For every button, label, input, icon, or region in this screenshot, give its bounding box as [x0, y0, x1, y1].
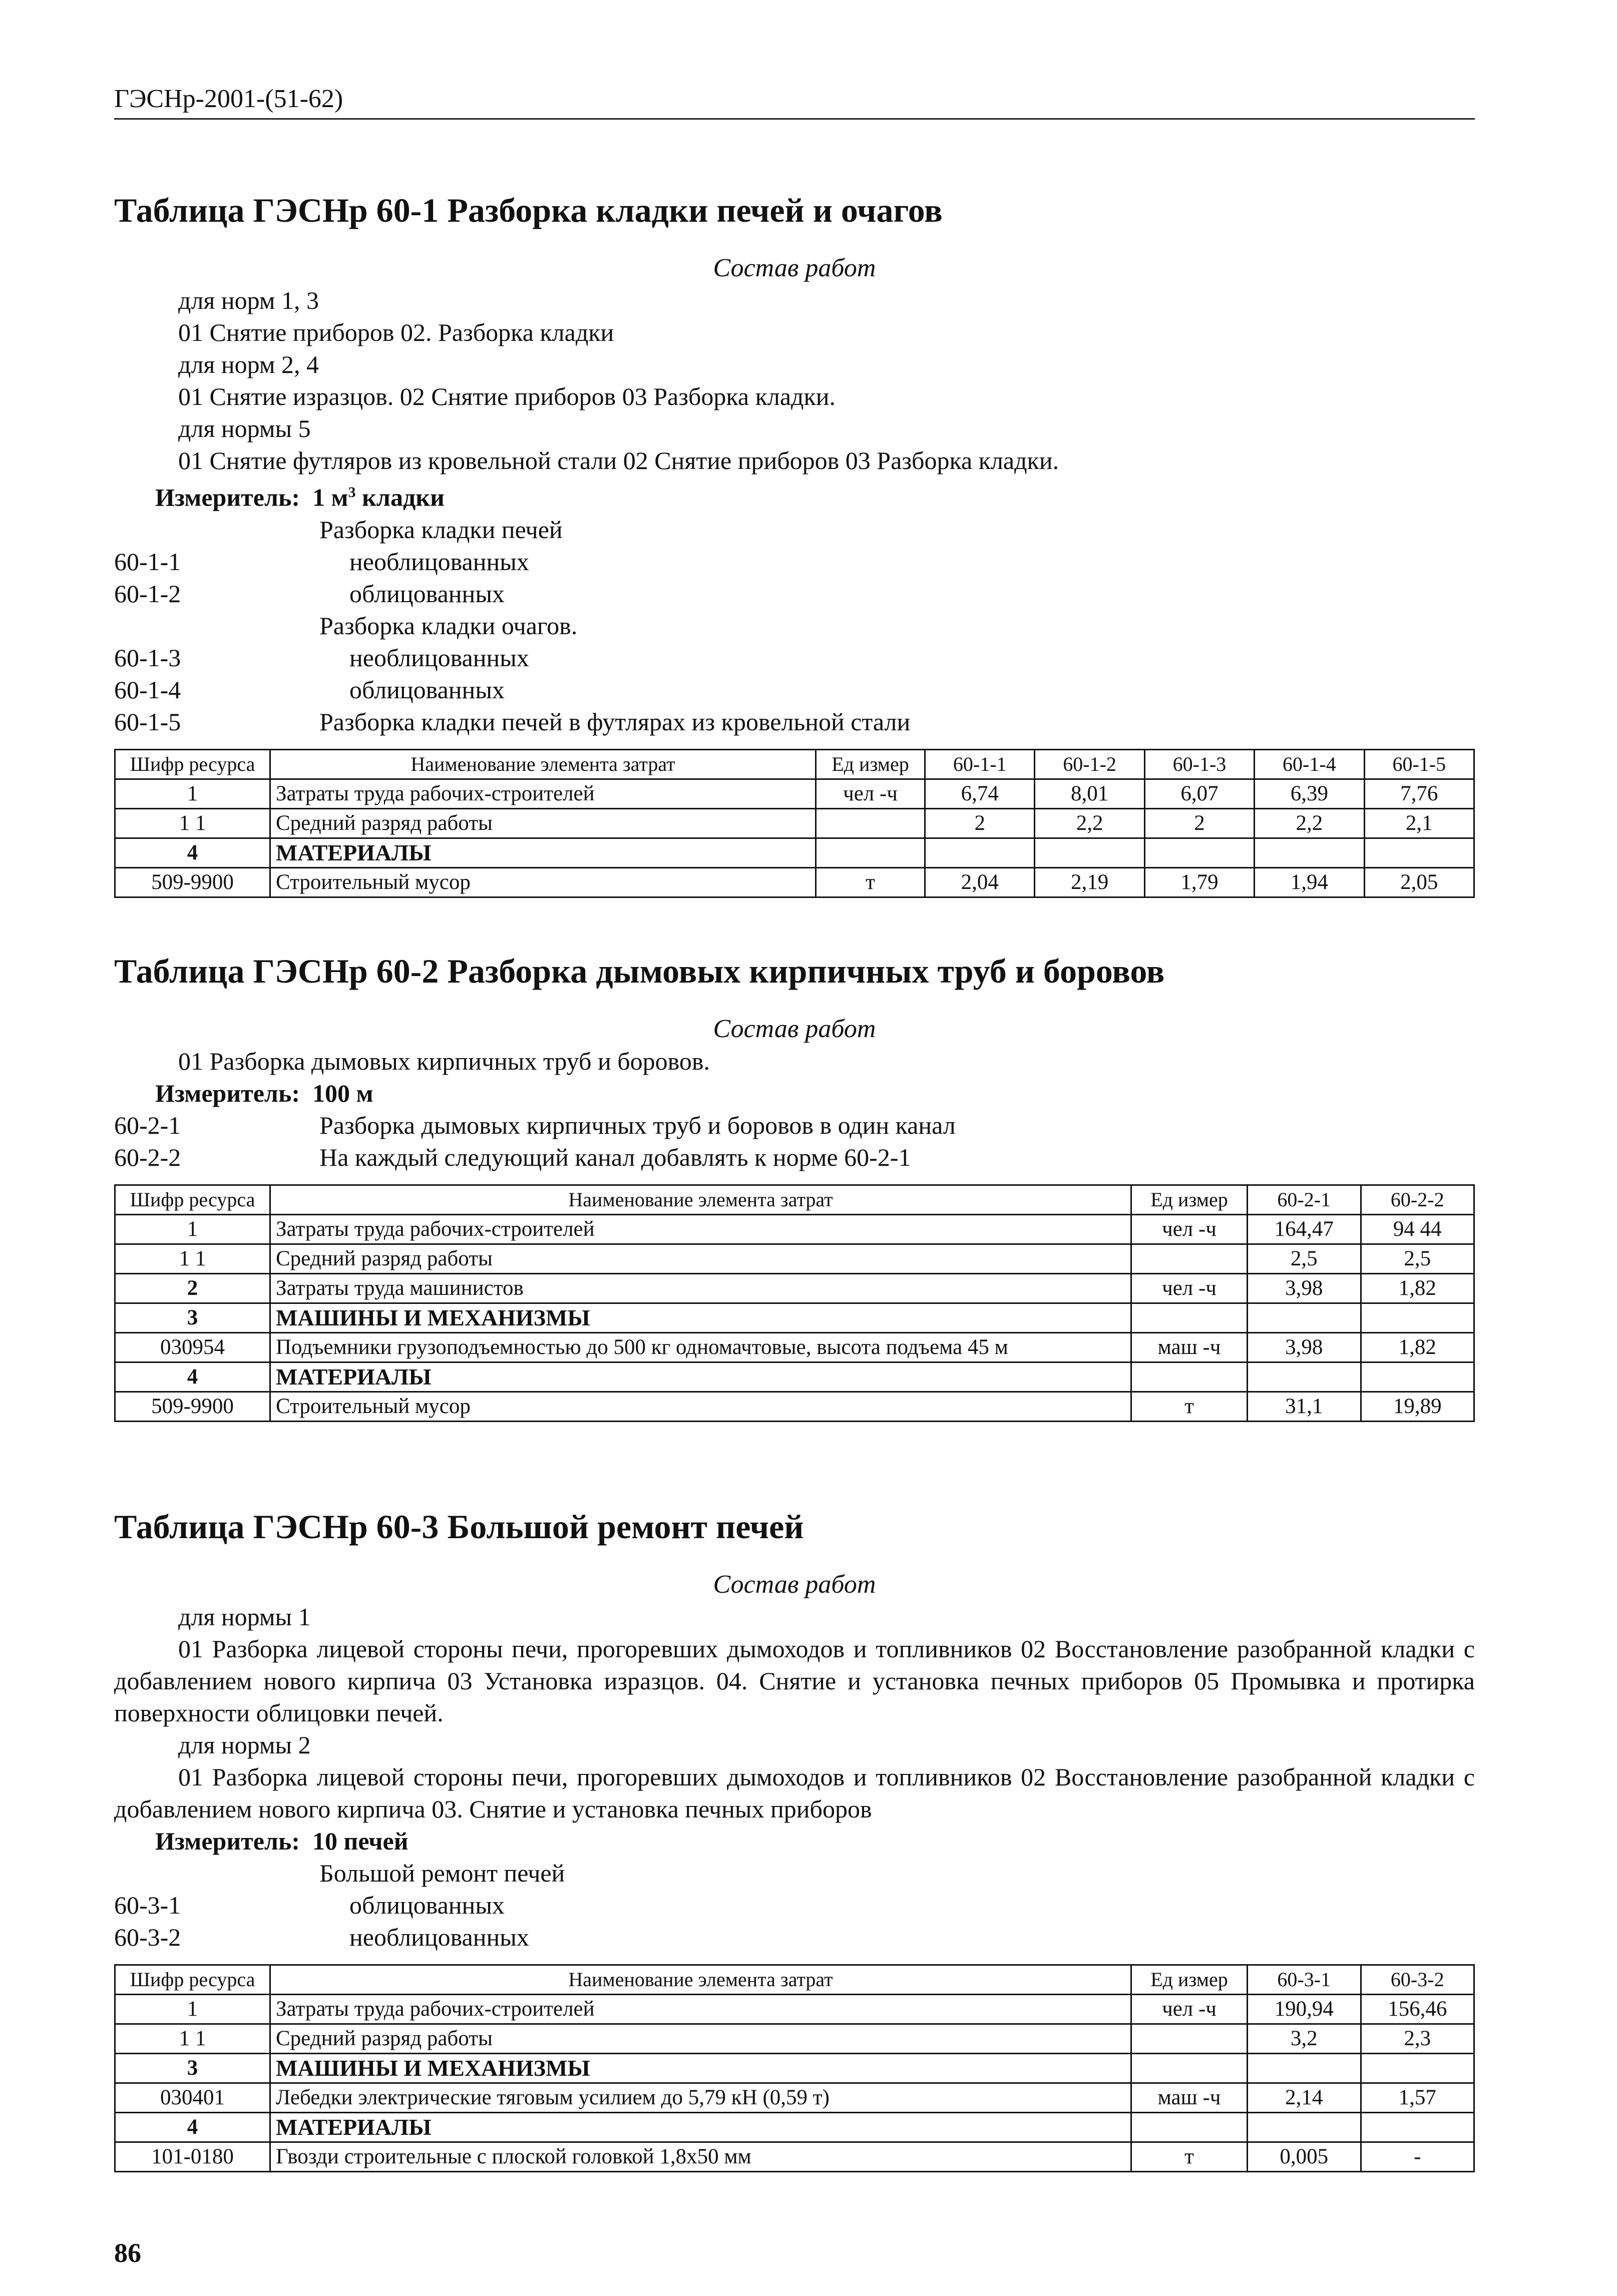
work-line: для нормы 2 — [178, 1731, 311, 1759]
cell-name: МАТЕРИАЛЫ — [270, 1362, 1131, 1392]
cell-value: 2 — [1144, 808, 1254, 838]
cell-name: Средний разряд работы — [270, 1244, 1131, 1274]
sostav-label: Состав работ — [713, 1570, 876, 1599]
col-header: 60-1-2 — [1035, 749, 1144, 779]
cell-name: Затраты труда рабочих-строителей — [270, 1215, 1131, 1244]
norm-name: облицованных — [349, 579, 505, 608]
norm-code — [114, 514, 319, 546]
work-line: 01 Снятие приборов 02. Разборка кладки — [178, 318, 614, 346]
cell-value — [1255, 838, 1364, 867]
cell-unit: чел -ч — [1131, 1215, 1248, 1244]
norm-code: 60-1-2 — [114, 579, 181, 608]
norm-code — [114, 610, 319, 642]
cell-code: 2 — [115, 1274, 270, 1303]
cell-unit — [1131, 2054, 1248, 2083]
cell-code: 1 1 — [115, 2024, 270, 2054]
cell-value: 2 — [925, 808, 1035, 838]
cell-name: МАШИНЫ И МЕХАНИЗМЫ — [270, 2054, 1131, 2083]
cell-unit: маш -ч — [1131, 2083, 1248, 2113]
table-row — [115, 2054, 1474, 2083]
table-row — [115, 2113, 1474, 2142]
cell-code: 1 — [115, 779, 270, 808]
cell-name: МАШИНЫ И МЕХАНИЗМЫ — [270, 1303, 1131, 1333]
measure-label: Измеритель: — [155, 483, 300, 512]
cell-value — [1364, 838, 1474, 867]
norm-row — [114, 1889, 1475, 1921]
cell-value: 2,04 — [925, 867, 1035, 897]
sostav-label: Состав работ — [713, 254, 876, 282]
cell-code: 030401 — [115, 2083, 270, 2113]
measure-line — [114, 477, 1475, 514]
cell-value: 2,14 — [1248, 2083, 1361, 2113]
cell-value: 2,5 — [1361, 1244, 1474, 1274]
cell-value: 2,19 — [1035, 867, 1144, 897]
norm-name: необлицованных — [349, 643, 529, 672]
work-line: для норм 2, 4 — [178, 350, 319, 378]
table-title: Таблица ГЭСНр 60-1 Разборка кладки печей и очагов — [114, 191, 943, 229]
table-row — [115, 1362, 1474, 1392]
document-page — [114, 0, 1475, 2296]
norm-row — [114, 642, 1475, 674]
cell-value: 8,01 — [1035, 779, 1144, 808]
resource-table — [114, 1184, 1475, 1422]
cell-name: Затраты труда рабочих-строителей — [270, 1995, 1131, 2024]
col-header: 60-2-1 — [1248, 1185, 1361, 1215]
cell-unit: чел -ч — [816, 779, 925, 808]
work-line: 01 Снятие футляров из кровельной стали 02 Снятие приборов 03 Разборка кладки. — [178, 446, 1059, 475]
cell-value — [1361, 1303, 1474, 1333]
table-header-row — [115, 749, 1474, 779]
col-header: 60-1-1 — [925, 749, 1035, 779]
measure-value: 100 м — [312, 1079, 373, 1107]
work-line: 01 Снятие изразцов. 02 Снятие приборов 03 Разборка кладки. — [178, 382, 836, 410]
norm-row — [114, 1921, 1475, 1953]
cell-code: 030954 — [115, 1333, 270, 1362]
norm-code: 60-1-1 — [114, 547, 181, 576]
page-header: ГЭСНр-2001-(51-62) — [114, 84, 1475, 120]
sostav-label: Состав работ — [713, 1015, 876, 1043]
work-line: для нормы 5 — [178, 414, 311, 442]
cell-code: 1 1 — [115, 808, 270, 838]
cell-value: 6,74 — [925, 779, 1035, 808]
cell-value: 2,1 — [1364, 808, 1474, 838]
cell-value: 3,2 — [1248, 2024, 1361, 2054]
cell-name: Средний разряд работы — [270, 808, 816, 838]
page-number: 86 — [114, 2238, 141, 2268]
col-header: 60-1-5 — [1364, 749, 1474, 779]
col-header: Наименование элемента затрат — [270, 1185, 1131, 1215]
cell-code: 4 — [115, 1362, 270, 1392]
resource-table — [114, 1964, 1475, 2172]
cell-unit: чел -ч — [1131, 1995, 1248, 2024]
norm-row — [114, 674, 1475, 706]
col-header: 60-2-2 — [1361, 1185, 1474, 1215]
col-header: Ед измер — [1131, 1185, 1248, 1215]
cell-unit — [1131, 2024, 1248, 2054]
cell-value: 31,1 — [1248, 1392, 1361, 1422]
cell-code: 3 — [115, 1303, 270, 1333]
work-line: для норм 1, 3 — [178, 286, 319, 314]
cell-value: 6,39 — [1255, 779, 1364, 808]
section-60-1 — [114, 190, 1475, 898]
norm-code: 60-2-2 — [114, 1143, 181, 1171]
cell-value: 1,82 — [1361, 1274, 1474, 1303]
cell-value: 94 44 — [1361, 1215, 1474, 1244]
cell-code: 509-9900 — [115, 867, 270, 897]
col-header: 60-1-3 — [1144, 749, 1254, 779]
cell-value: 3,98 — [1248, 1274, 1361, 1303]
col-header: Шифр ресурса — [115, 1965, 270, 1995]
norm-code: 60-1-4 — [114, 675, 181, 704]
table-row — [115, 1274, 1474, 1303]
cell-value — [925, 838, 1035, 867]
cell-code: 509-9900 — [115, 1392, 270, 1422]
col-header: 60-3-1 — [1248, 1965, 1361, 1995]
table-header-row — [115, 1185, 1474, 1215]
cell-name: Строительный мусор — [270, 1392, 1131, 1422]
norm-name: облицованных — [349, 1891, 505, 1919]
cell-unit: т — [816, 867, 925, 897]
table-row — [115, 867, 1474, 897]
col-header: Наименование элемента затрат — [270, 1965, 1131, 1995]
norm-name: облицованных — [349, 675, 505, 704]
cell-value: 190,94 — [1248, 1995, 1361, 2024]
norm-row — [114, 578, 1475, 610]
section-60-3 — [114, 1507, 1475, 2172]
cell-code: 101-0180 — [115, 2142, 270, 2172]
cell-value: 1,57 — [1361, 2083, 1474, 2113]
section-60-2 — [114, 951, 1475, 1422]
norm-code: 60-2-1 — [114, 1111, 181, 1139]
cell-value: - — [1361, 2142, 1474, 2172]
cell-unit — [1131, 1362, 1248, 1392]
norm-name: На каждый следующий канал добавлять к норме 60-2-1 — [319, 1143, 911, 1171]
measure-suffix: кладки — [355, 483, 445, 512]
cell-value — [1144, 838, 1254, 867]
measure-value: 1 м — [312, 483, 348, 512]
cell-unit — [816, 808, 925, 838]
cell-value — [1361, 2054, 1474, 2083]
norm-name: необлицованных — [349, 1923, 529, 1951]
col-header: 60-3-2 — [1361, 1965, 1474, 1995]
cell-unit — [816, 838, 925, 867]
table-title: Таблица ГЭСНр 60-3 Большой ремонт печей — [114, 1508, 804, 1546]
table-title: Таблица ГЭСНр 60-2 Разборка дымовых кирпичных труб и боровов — [114, 952, 1165, 990]
cell-code: 3 — [115, 2054, 270, 2083]
work-paragraph: 01 Разборка лицевой стороны печи, прогоревших дымоходов и топливников 02 Восстановление разобранной кладки с добавлением нового кирпича 03 Установка изразцов. 04. Снятие и установка печных приборов 05 Промывка и протирка поверхности облицовки печей. — [114, 1635, 1475, 1727]
table-row — [115, 2024, 1474, 2054]
norm-row — [114, 1857, 1475, 1889]
table-header-row — [115, 1965, 1474, 1995]
resource-table — [114, 749, 1475, 898]
cell-name: Лебедки электрические тяговым усилием до 5,79 кН (0,59 т) — [270, 2083, 1131, 2113]
cell-value: 2,5 — [1248, 1244, 1361, 1274]
measure-line — [114, 1825, 1475, 1857]
cell-name: Затраты труда рабочих-строителей — [270, 779, 816, 808]
cell-unit — [1131, 1244, 1248, 1274]
cell-code: 1 1 — [115, 1244, 270, 1274]
norm-name: Разборка кладки печей в футлярах из кровельной стали — [319, 707, 911, 736]
table-row — [115, 808, 1474, 838]
cell-code: 1 — [115, 1215, 270, 1244]
norm-name: Большой ремонт печей — [319, 1859, 565, 1887]
norm-code — [114, 1857, 319, 1889]
cell-value — [1248, 1303, 1361, 1333]
norm-row — [114, 706, 1475, 738]
cell-value: 1,82 — [1361, 1333, 1474, 1362]
norm-name: Разборка кладки печей — [319, 515, 563, 544]
cell-value: 3,98 — [1248, 1333, 1361, 1362]
table-row — [115, 1995, 1474, 2024]
cell-value: 19,89 — [1361, 1392, 1474, 1422]
measure-line — [114, 1077, 1475, 1109]
cell-value — [1248, 2113, 1361, 2142]
cell-value: 2,2 — [1035, 808, 1144, 838]
col-header: Шифр ресурса — [115, 1185, 270, 1215]
cell-name: Подъемники грузоподъемностью до 500 кг одномачтовые, высота подъема 45 м — [270, 1333, 1131, 1362]
table-row — [115, 1392, 1474, 1422]
cell-value — [1035, 838, 1144, 867]
col-header: Шифр ресурса — [115, 749, 270, 779]
work-line: 01 Разборка дымовых кирпичных труб и боровов. — [178, 1047, 710, 1075]
cell-value: 2,05 — [1364, 867, 1474, 897]
norm-name: необлицованных — [349, 547, 529, 576]
cell-code: 4 — [115, 838, 270, 867]
norm-row — [114, 514, 1475, 546]
cell-value: 156,46 — [1361, 1995, 1474, 2024]
measure-label: Измеритель: — [155, 1079, 300, 1107]
norm-row — [114, 1141, 1475, 1173]
table-row — [115, 1333, 1474, 1362]
cell-value: 6,07 — [1144, 779, 1254, 808]
table-row — [115, 2142, 1474, 2172]
cell-value — [1248, 1362, 1361, 1392]
measure-sup: 3 — [348, 484, 356, 501]
work-line: для нормы 1 — [178, 1603, 311, 1631]
cell-value — [1361, 1362, 1474, 1392]
measure-value: 10 печей — [312, 1827, 409, 1855]
cell-unit: чел -ч — [1131, 1274, 1248, 1303]
table-row — [115, 2083, 1474, 2113]
norm-name: Разборка дымовых кирпичных труб и боровов в один канал — [319, 1111, 956, 1139]
cell-value — [1361, 2113, 1474, 2142]
norm-code: 60-3-2 — [114, 1923, 181, 1951]
norm-row — [114, 1109, 1475, 1141]
cell-value: 7,76 — [1364, 779, 1474, 808]
cell-name: МАТЕРИАЛЫ — [270, 838, 816, 867]
cell-code: 1 — [115, 1995, 270, 2024]
cell-value: 2,2 — [1255, 808, 1364, 838]
table-row — [115, 838, 1474, 867]
cell-unit — [1131, 1303, 1248, 1333]
cell-name: МАТЕРИАЛЫ — [270, 2113, 1131, 2142]
cell-value: 0,005 — [1248, 2142, 1361, 2172]
cell-unit: т — [1131, 2142, 1248, 2172]
col-header: 60-1-4 — [1255, 749, 1364, 779]
cell-name: Затраты труда машинистов — [270, 1274, 1131, 1303]
cell-unit — [1131, 2113, 1248, 2142]
col-header: Ед измер — [816, 749, 925, 779]
col-header: Ед измер — [1131, 1965, 1248, 1995]
cell-name: Строительный мусор — [270, 867, 816, 897]
cell-code: 4 — [115, 2113, 270, 2142]
cell-value: 164,47 — [1248, 1215, 1361, 1244]
table-row — [115, 1215, 1474, 1244]
cell-value: 2,3 — [1361, 2024, 1474, 2054]
norm-code: 60-1-3 — [114, 643, 181, 672]
cell-value — [1248, 2054, 1361, 2083]
norm-row — [114, 610, 1475, 642]
work-paragraph: 01 Разборка лицевой стороны печи, прогоревших дымоходов и топливников 02 Восстановление разобранной кладки с добавлением нового кирпича 03. Снятие и установка печных приборов — [114, 1763, 1475, 1823]
table-row — [115, 779, 1474, 808]
norm-name: Разборка кладки очагов. — [319, 611, 578, 640]
norm-code: 60-1-5 — [114, 707, 181, 736]
cell-unit: т — [1131, 1392, 1248, 1422]
cell-unit: маш -ч — [1131, 1333, 1248, 1362]
norm-row — [114, 546, 1475, 578]
cell-name: Средний разряд работы — [270, 2024, 1131, 2054]
table-row — [115, 1303, 1474, 1333]
table-row — [115, 1244, 1474, 1274]
norm-code: 60-3-1 — [114, 1891, 181, 1919]
cell-value: 1,79 — [1144, 867, 1254, 897]
col-header: Наименование элемента затрат — [270, 749, 816, 779]
cell-name: Гвозди строительные с плоской головкой 1,8х50 мм — [270, 2142, 1131, 2172]
cell-value: 1,94 — [1255, 867, 1364, 897]
measure-label: Измеритель: — [155, 1827, 300, 1855]
